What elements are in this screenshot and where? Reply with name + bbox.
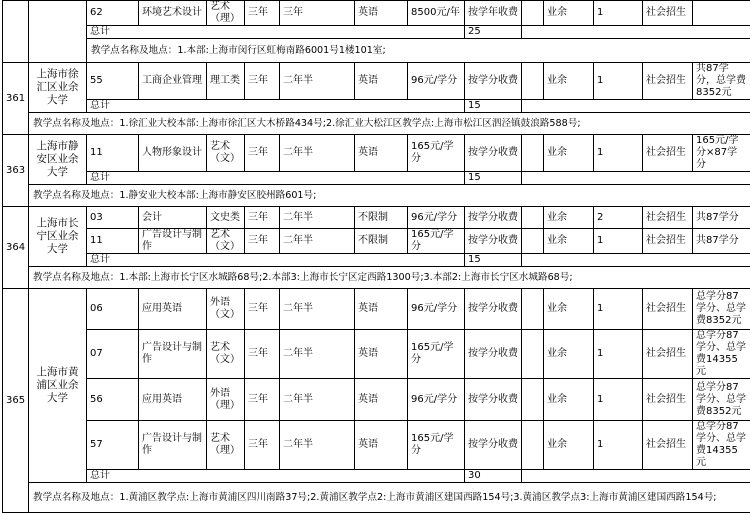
duration-cell: 三年 [245, 289, 280, 330]
code-cell: 11 [87, 229, 139, 254]
note-cell: 共87学分 [693, 207, 750, 229]
note-cell: 共87学分 [693, 229, 750, 254]
fee-mode-cell: 按学分收费 [465, 207, 522, 229]
blank-cell [522, 1, 544, 26]
fee-mode-cell: 按学分收费 [465, 289, 522, 330]
target-cell: 社会招生 [643, 379, 693, 421]
major-cell: 会计 [139, 207, 207, 229]
code-cell: 62 [87, 1, 139, 26]
min-duration-cell: 二年半 [280, 135, 355, 172]
school-name: 上海市静安区业余大学 [29, 135, 87, 185]
target-cell: 社会招生 [643, 135, 693, 172]
foreign-lang-cell: 英语 [355, 1, 408, 26]
category-cell: 外语（文） [207, 289, 245, 330]
total-row [3, 254, 750, 267]
foreign-lang-cell: 英语 [355, 421, 408, 470]
table-row [3, 1, 750, 26]
target-cell: 社会招生 [643, 289, 693, 330]
fee-cell: 96元/学分 [408, 289, 465, 330]
duration-cell: 三年 [245, 379, 280, 421]
study-form-cell: 业余 [544, 330, 594, 379]
table-row [3, 289, 750, 330]
table-row [3, 135, 750, 172]
location-row [3, 267, 750, 289]
total-value: 25 [465, 26, 522, 39]
major-cell: 环境艺术设计 [139, 1, 207, 26]
target-cell: 社会招生 [643, 330, 693, 379]
category-cell: 艺术（理） [207, 421, 245, 470]
location-text: 教学点名称及地点：1.黄浦区教学点:上海市黄浦区四川南路37号;2.黄浦区教学点2:上海市黄浦区建国西路154号;3.黄浦区教学点3:上海市黄浦区建国西路154号; [29, 483, 750, 513]
major-cell: 应用英语 [139, 289, 207, 330]
study-form-cell: 业余 [544, 63, 594, 100]
major-cell: 广告设计与制作 [139, 330, 207, 379]
fee-mode-cell: 按学分收费 [465, 63, 522, 100]
note-cell: 总学分87学分、总学费14355元 [693, 421, 750, 470]
target-cell: 社会招生 [643, 63, 693, 100]
table-row [3, 330, 750, 379]
category-cell: 艺术（文） [207, 229, 245, 254]
fee-cell: 96元/学分 [408, 63, 465, 100]
major-cell: 应用英语 [139, 379, 207, 421]
study-form-cell: 业余 [544, 135, 594, 172]
study-form-cell: 业余 [544, 379, 594, 421]
code-cell: 07 [87, 330, 139, 379]
total-label: 总计 [87, 470, 465, 483]
school-seq: 363 [3, 135, 29, 207]
total-row [3, 470, 750, 483]
fee-mode-cell: 按学分收费 [465, 330, 522, 379]
target-cell: 社会招生 [643, 421, 693, 470]
foreign-lang-cell: 英语 [355, 63, 408, 100]
fee-cell: 165元/学分 [408, 135, 465, 172]
note-cell: 总学分87学分、总学费14355元 [693, 330, 750, 379]
total-row [3, 100, 750, 113]
classes-cell: 1 [594, 135, 643, 172]
study-form-cell: 业余 [544, 289, 594, 330]
category-cell: 艺术（文） [207, 135, 245, 172]
study-form-cell: 业余 [544, 1, 594, 26]
duration-cell: 三年 [245, 63, 280, 100]
seq-cell [3, 1, 29, 63]
min-duration-cell: 二年半 [280, 379, 355, 421]
note-cell [693, 1, 750, 26]
category-cell: 艺术（理） [207, 1, 245, 26]
total-label: 总计 [87, 100, 465, 113]
table-row [3, 229, 750, 254]
table-row [3, 379, 750, 421]
major-cell: 广告设计与制作 [139, 421, 207, 470]
total-value: 30 [465, 470, 522, 483]
table-row [3, 207, 750, 229]
fee-cell: 96元/学分 [408, 207, 465, 229]
blank-cell [522, 330, 544, 379]
foreign-lang-cell: 英语 [355, 379, 408, 421]
min-duration-cell: 二年半 [280, 289, 355, 330]
min-duration-cell: 二年半 [280, 421, 355, 470]
fee-mode-cell: 按学分收费 [465, 379, 522, 421]
school-name: 上海市黄浦区业余大学 [29, 289, 87, 483]
major-cell: 人物形象设计 [139, 135, 207, 172]
min-duration-cell: 二年半 [280, 63, 355, 100]
total-value: 15 [465, 100, 522, 113]
code-cell: 57 [87, 421, 139, 470]
enrollment-table [2, 0, 750, 513]
duration-cell: 三年 [245, 1, 280, 26]
total-row [3, 172, 750, 185]
note-cell: 165元/学分×87学分 [693, 135, 750, 172]
total-label: 总计 [87, 254, 465, 267]
code-cell: 56 [87, 379, 139, 421]
study-form-cell: 业余 [544, 421, 594, 470]
note-cell: 总学分87学分、总学费8352元 [693, 379, 750, 421]
fee-cell: 96元/学分 [408, 379, 465, 421]
total-row [3, 26, 750, 39]
major-cell: 广告设计与制作 [139, 229, 207, 254]
target-cell: 社会招生 [643, 1, 693, 26]
location-row [3, 113, 750, 135]
location-text: 教学点名称及地点：1.静安业大校本部:上海市静安区胶州路601号; [29, 185, 750, 207]
total-value: 15 [465, 254, 522, 267]
fee-mode-cell: 按学年收费 [465, 1, 522, 26]
code-cell: 06 [87, 289, 139, 330]
total-label: 总计 [87, 26, 465, 39]
classes-cell: 1 [594, 229, 643, 254]
duration-cell: 三年 [245, 330, 280, 379]
note-cell: 共87学分，总学费8352元 [693, 63, 750, 100]
classes-cell: 1 [594, 289, 643, 330]
min-duration-cell: 二年半 [280, 229, 355, 254]
major-cell: 工商企业管理 [139, 63, 207, 100]
study-form-cell: 业余 [544, 229, 594, 254]
blank-cell [522, 207, 544, 229]
duration-cell: 三年 [245, 207, 280, 229]
duration-cell: 三年 [245, 421, 280, 470]
school-cell [29, 1, 87, 63]
location-row [3, 39, 750, 63]
school-name: 上海市长宁区业余大学 [29, 207, 87, 267]
table-row [3, 421, 750, 470]
fee-mode-cell: 按学分收费 [465, 229, 522, 254]
category-cell: 文史类 [207, 207, 245, 229]
code-cell: 03 [87, 207, 139, 229]
classes-cell: 2 [594, 207, 643, 229]
duration-cell: 三年 [245, 229, 280, 254]
fee-mode-cell: 按学分收费 [465, 421, 522, 470]
duration-cell: 三年 [245, 135, 280, 172]
note-cell: 总学分87学分、总学费8352元 [693, 289, 750, 330]
code-cell: 11 [87, 135, 139, 172]
total-value: 15 [465, 172, 522, 185]
blank-cell [522, 63, 544, 100]
foreign-lang-cell: 不限制 [355, 229, 408, 254]
location-text: 教学点名称及地点：1.徐汇业大校本部:上海市徐汇区大木桥路434号;2.徐汇业大松江区教学点:上海市松江区泗泾镇鼓浪路588号; [29, 113, 750, 135]
total-label: 总计 [87, 172, 465, 185]
category-cell: 外语（理） [207, 379, 245, 421]
target-cell: 社会招生 [643, 207, 693, 229]
target-cell: 社会招生 [643, 229, 693, 254]
location-text: 教学点名称及地点：1.本部:上海市闵行区虹梅南路6001号1楼101室; [87, 39, 750, 63]
school-seq: 364 [3, 207, 29, 289]
blank-cell [522, 135, 544, 172]
fee-cell: 165元/学分 [408, 229, 465, 254]
foreign-lang-cell: 英语 [355, 135, 408, 172]
classes-cell: 1 [594, 421, 643, 470]
blank-cell [522, 229, 544, 254]
classes-cell: 1 [594, 330, 643, 379]
location-row [3, 185, 750, 207]
classes-cell: 1 [594, 379, 643, 421]
classes-cell: 1 [594, 1, 643, 26]
foreign-lang-cell: 英语 [355, 289, 408, 330]
table-row [3, 63, 750, 100]
foreign-lang-cell: 英语 [355, 330, 408, 379]
min-duration-cell: 三年 [280, 1, 355, 26]
blank-cell [522, 421, 544, 470]
study-form-cell: 业余 [544, 207, 594, 229]
blank-cell [522, 379, 544, 421]
school-name: 上海市徐汇区业余大学 [29, 63, 87, 113]
fee-mode-cell: 按学分收费 [465, 135, 522, 172]
min-duration-cell: 二年半 [280, 330, 355, 379]
min-duration-cell: 二年半 [280, 207, 355, 229]
foreign-lang-cell: 不限制 [355, 207, 408, 229]
location-row [3, 483, 750, 513]
fee-cell: 165元/学分 [408, 421, 465, 470]
code-cell: 55 [87, 63, 139, 100]
location-text: 教学点名称及地点：1.本部:上海市长宁区水城路68号;2.本部3:上海市长宁区定西路1300号;3.本部2:上海市长宁区水城路68号; [29, 267, 750, 289]
school-seq: 365 [3, 289, 29, 513]
classes-cell: 1 [594, 63, 643, 100]
school-seq: 361 [3, 63, 29, 135]
category-cell: 理工类 [207, 63, 245, 100]
blank-cell [522, 289, 544, 330]
fee-cell: 8500元/年 [408, 1, 465, 26]
category-cell: 艺术（文） [207, 330, 245, 379]
fee-cell: 165元/学分 [408, 330, 465, 379]
